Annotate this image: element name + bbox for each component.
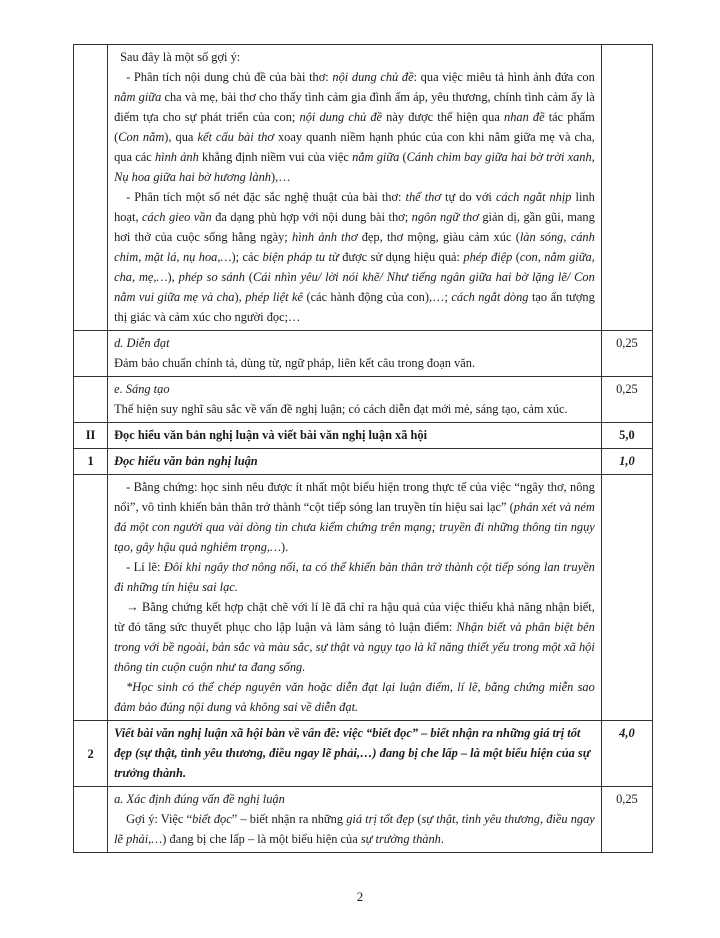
table-row [74,45,653,331]
italic-run: phép điệp [463,250,513,264]
italic-run: Đôi khi ngây thơ nông nổi, ta có thể khiến bản thân trở thành cột tiếp sóng lan truyền đi những tín hiệu sai lạc. [114,560,595,594]
italic-run: sự thật, tình yêu thương, điều ngay lẽ phải,… [114,812,595,846]
subsection-score: 4,0 [601,721,652,787]
paragraph [114,477,595,557]
text-run: cha và mẹ, bài thơ cho thấy tình cảm gia đình ấm áp, yêu thương, chính tình cảm ấy là điểm tựa cho sự phát triển của con; [114,90,595,124]
text-run: khẳng định niềm vui của việc [198,150,353,164]
text-run: - Lí lẽ: [126,560,164,574]
text-run: ” – biết nhận ra những [231,812,347,826]
italic-run: *Học sinh có thể chép nguyên văn hoặc diễn đạt lại luận điểm, lí lẽ, bằng chứng miễn sao đảm bảo đúng nội dung và không sai về diễn đạt. [114,680,595,714]
section-row [74,423,653,449]
subsection-number: 1 [74,449,108,475]
criterion-title [114,333,595,353]
text-run: giản dị, gần gũi, mang hơi thở của cuộc sống hằng ngày; [114,210,595,244]
criterion-title [114,789,595,809]
text-run: - Phân tích một số nét đặc sắc nghệ thuật của bài thơ: [126,190,406,204]
criterion-title [114,379,595,399]
italic-run: sự trưởng thành [360,832,441,846]
text-run: linh hoạt, [114,190,595,224]
text-run: ( [512,250,520,264]
italic-run: biện pháp tu từ [262,250,339,264]
italic-run: cách ngắt dòng [451,290,529,304]
text-run: ), [167,270,179,284]
score-cell: 0,25 [601,787,652,853]
table-row [74,377,653,423]
italic-run: cách gieo vần [142,210,212,224]
italic-run: nằm giữa [352,150,400,164]
italic-run: làn sóng, cánh chim, mặt lá, nụ hoa,… [114,230,595,264]
text-run: - Phân tích nội dung chủ đề của bài thơ: [126,70,333,84]
table-row [74,787,653,853]
italic-run: nằm giữa [114,90,162,104]
paragraph [114,557,595,597]
italic-run: con, nằm giữa, cha, mẹ,… [114,250,595,284]
subsection-row [74,721,653,787]
content-cell [108,787,602,853]
text-run: Gợi ý: Việc “ [126,812,193,826]
criterion-title-text: e. Sáng tạo [114,382,170,396]
italic-run: Cánh chim bay giữa hai bờ trời xanh, Nụ hoa giữa hai bờ hương lành [114,150,595,184]
text-run: tác phẩm ( [114,110,595,144]
subsection-score: 1,0 [601,449,652,475]
text-run: (các hành động của con),…; [303,290,452,304]
italic-run: phép liệt kê [245,290,304,304]
number-cell [74,331,108,377]
section-score: 5,0 [601,423,652,449]
italic-run: Nhận biết và phân biệt bên trong với bề ngoài, bản sắc và màu sắc, sự thật và ngụy tạo là kĩ năng thiết yếu trong một xã hội thông tin cuộn cuộn như ta đang sống. [114,620,595,674]
subsection-row [74,449,653,475]
paragraph [114,597,595,677]
italic-run: Cái nhìn yêu/ lời nói khẽ/ Như tiếng ngân giữa hai bờ lặng lẽ/ Con nằm vui giữa mẹ và cha [114,270,595,304]
italic-run: nhan đề [504,110,545,124]
text-run: được sử dụng hiệu quả: [338,250,464,264]
text-run: ), [234,290,246,304]
paragraph [114,187,595,327]
text-run: này được thể hiện qua [382,110,504,124]
text-run: ), qua [164,130,198,144]
text-run: ). [281,540,289,554]
subsection-title: Viết bài văn nghị luận xã hội bàn về vấn đề: việc “biết đọc” – biết nhận ra những giá trị tốt đẹp (sự thật, tình yêu thương, điều ngay lẽ phải,…) đang bị che lấp – là một biểu hiện của sự trưởng thành. [108,721,602,787]
criterion-body [114,809,595,849]
subsection-title: Đọc hiểu văn bản nghị luận [108,449,602,475]
italic-run: phép so sánh [178,270,245,284]
score-cell: 0,25 [601,331,652,377]
answer-table [73,44,653,853]
section-number: II [74,423,108,449]
italic-run: ngôn ngữ thơ [411,210,479,224]
table-row [74,331,653,377]
score-cell [601,45,652,331]
italic-run: nội dung chủ đề [332,70,414,84]
italic-run: Con nằm [118,130,165,144]
content-cell [108,331,602,377]
text-run: : qua việc miêu tả hình ảnh đứa con [413,70,595,84]
text-run: ),… [270,170,291,184]
section-title: Đọc hiểu văn bản nghị luận và viết bài văn nghị luận xã hội [108,423,602,449]
italic-run: hình ảnh [154,150,199,164]
criterion-body: Đảm bảo chuẩn chính tả, dùng từ, ngữ pháp, liên kết câu trong đoạn văn. [114,356,476,370]
content-cell [108,475,602,721]
content-cell [108,377,602,423]
italic-run: kết cấu bài thơ [197,130,274,144]
intro-text: Sau đây là một số gợi ý: [120,50,241,64]
criterion-body: Thể hiện suy nghĩ sâu sắc về vấn đề nghị luận; có cách diễn đạt mới mẻ, sáng tạo, cảm xúc. [114,402,568,416]
score-cell [601,475,652,721]
text-run: . [440,832,444,846]
number-cell [74,787,108,853]
text-run: xoay quanh niềm hạnh phúc của con khi nằm giữa mẹ và cha, qua các [114,130,595,164]
text-run: đẹp, thơ mộng, giàu cảm xúc ( [357,230,520,244]
italic-run: thể thơ [405,190,441,204]
italic-run: hình ảnh thơ [292,230,358,244]
criterion-title-text: d. Diễn đạt [114,336,170,350]
italic-run: biết đọc [192,812,232,826]
number-cell [74,475,108,721]
text-run: đa dạng phù hợp với nội dung bài thơ; [211,210,412,224]
content-cell [108,45,602,331]
text-run: ( [244,270,253,284]
text-run: ( [399,150,407,164]
italic-run: nội dung chủ đề [299,110,383,124]
text-run: - Bằng chứng: học sinh nêu được ít nhất một biểu hiện trong thực tế của việc “ngây thơ, nông nổi”, vô tình khiến bản thân trở thành “cột tiếp sóng lan truyền tín hiệu sai lạc” ( [114,480,595,514]
text-run: → Bằng chứng kết hợp chặt chẽ với lí lẽ đã chỉ ra hậu quả của việc thiếu khả năng nhận biết, từ đó tăng sức thuyết phục cho lập luận và làm sáng tỏ luận điểm: [114,600,595,634]
subsection-number: 2 [74,721,108,787]
paragraph [114,67,595,187]
text-run: ( [414,812,422,826]
text-run: ); các [231,250,263,264]
text-run: tạo ấn tượng thị giác và cảm xúc cho người đọc;… [114,290,595,324]
note-paragraph [114,677,595,717]
italic-run: phán xét và ném đá một con người qua vài dòng tin chưa kiểm chứng trên mạng; truyền đi những thông tin ngụy tạo, gây hậu quả nghiêm trọng,… [114,500,595,554]
italic-run: cách ngắt nhịp [495,190,572,204]
score-cell: 0,25 [601,377,652,423]
criterion-title-text: a. Xác định đúng vấn đề nghị luận [114,792,285,806]
text-run: ) đang bị che lấp – là một biểu hiện của [162,832,361,846]
table-row [74,475,653,721]
number-cell [74,45,108,331]
number-cell [74,377,108,423]
page-number: 2 [356,889,364,904]
text-run: tự do với [440,190,496,204]
italic-run: giá trị tốt đẹp [346,812,415,826]
